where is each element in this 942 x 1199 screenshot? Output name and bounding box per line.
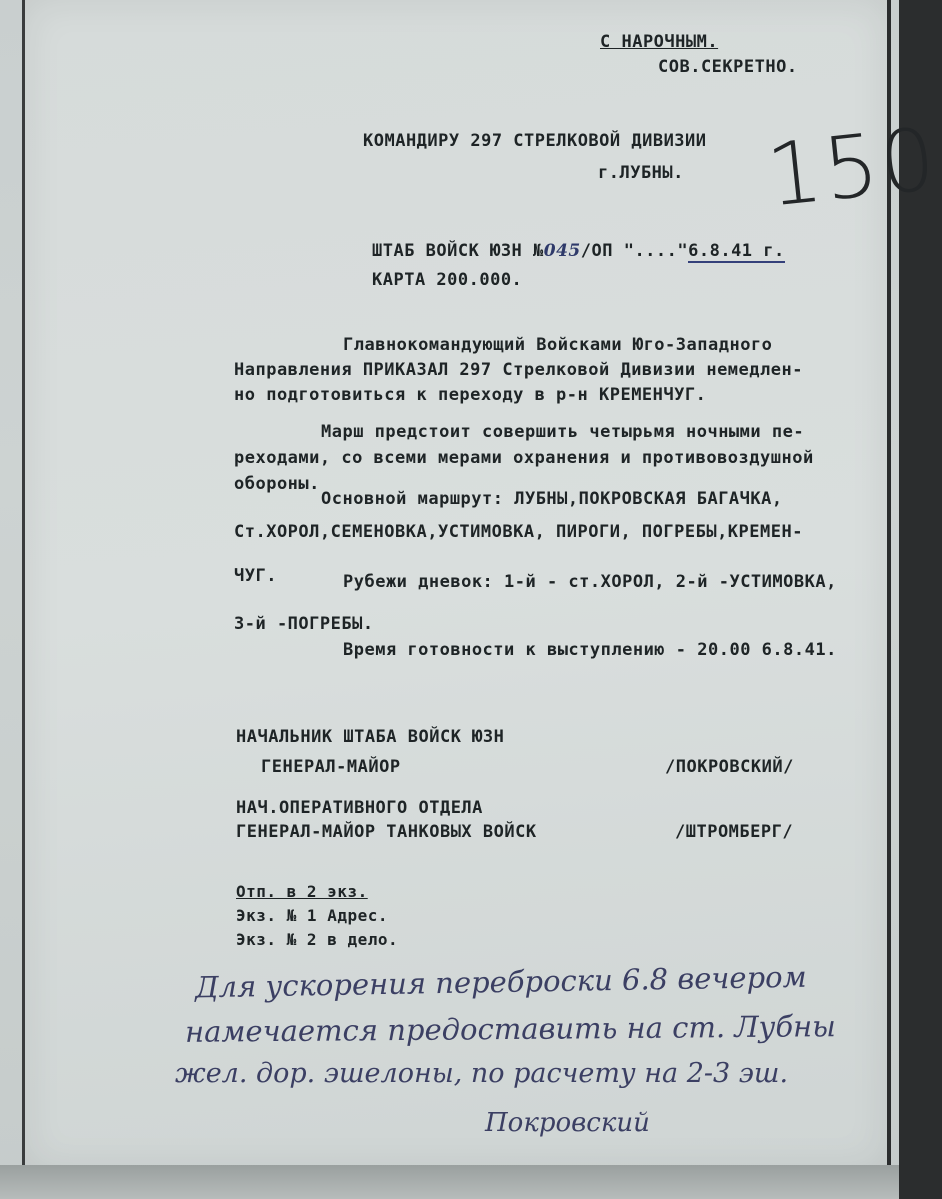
scan-bottom-edge	[0, 1165, 899, 1199]
body-p1-line1: Главнокомандующий Войсками Юго-Западного	[343, 335, 773, 355]
body-p2-line3: обороны.	[234, 474, 320, 494]
body-p3-line2: Ст.ХОРОЛ,СЕМЕНОВКА,УСТИМОВКА, ПИРОГИ, ПОГРЕБЫ,КРЕМЕН-	[234, 522, 803, 542]
delivery-note: С НАРОЧНЫМ.	[600, 32, 719, 52]
handwritten-line-1: Для ускорения переброски 6.8 вечером	[194, 959, 807, 1005]
body-p2-line2: реходами, со всеми мерами охранения и противовоздушной	[234, 448, 814, 468]
archive-page-number: 150	[762, 109, 942, 227]
handwritten-signature: Покровский	[485, 1108, 650, 1138]
body-p3-line3: ЧУГ.	[234, 566, 277, 586]
body-p1-line3: но подготовиться к переходу в р-н КРЕМЕНЧУГ.	[234, 385, 707, 405]
handwritten-line-2: намечается предоставить на ст. Лубны	[184, 1009, 836, 1049]
copies-line-3: Экз. № 2 в дело.	[236, 930, 399, 949]
body-p1-line2: Направления ПРИКАЗАЛ 297 Стрелковой Дивизии немедлен-	[234, 360, 803, 380]
signature-1-rank: ГЕНЕРАЛ-МАЙОР	[261, 757, 401, 777]
order-date: 6.8.41 г.	[688, 241, 785, 261]
addressee-line-2: г.ЛУБНЫ.	[598, 163, 684, 183]
copies-line-2: Экз. № 1 Адрес.	[236, 906, 388, 925]
classification-stamp: СОВ.СЕКРЕТНО.	[658, 57, 798, 77]
document-sheet	[22, 0, 942, 1170]
addressee-line-1: КОМАНДИРУ 297 СТРЕЛКОВОЙ ДИВИЗИИ	[363, 131, 707, 151]
handwritten-line-3: жел. дор. эшелоны, по расчету на 2-3 эш.	[175, 1058, 789, 1089]
signature-2-title: НАЧ.ОПЕРАТИВНОГО ОТДЕЛА	[236, 798, 483, 818]
order-ref-mid: /ОП "...."	[580, 241, 689, 261]
copies-line-1: Отп. в 2 экз.	[236, 882, 368, 901]
signature-2-name: /ШТРОМБЕРГ/	[675, 822, 794, 842]
signature-1-name: /ПОКРОВСКИЙ/	[665, 757, 794, 777]
body-p4-line1: Рубежи дневок: 1-й - ст.ХОРОЛ, 2-й -УСТИМОВКА,	[343, 572, 837, 592]
map-scale: КАРТА 200.000.	[372, 270, 523, 290]
signature-1-title: НАЧАЛЬНИК ШТАБА ВОЙСК ЮЗН	[236, 727, 505, 747]
order-reference	[372, 241, 785, 261]
order-ref-prefix: ШТАБ ВОЙСК ЮЗН №	[372, 241, 544, 261]
body-p5: Время готовности к выступлению - 20.00 6.8.41.	[343, 640, 837, 660]
order-number: 045	[543, 241, 581, 261]
body-p3-line1: Основной маршрут: ЛУБНЫ,ПОКРОВСКАЯ БАГАЧКА,	[321, 489, 783, 509]
body-p2-line1: Марш предстоит совершить четырьмя ночными пе-	[321, 422, 805, 442]
body-p4-line2: 3-й -ПОГРЕБЫ.	[234, 614, 374, 634]
signature-2-rank: ГЕНЕРАЛ-МАЙОР ТАНКОВЫХ ВОЙСК	[236, 822, 537, 842]
